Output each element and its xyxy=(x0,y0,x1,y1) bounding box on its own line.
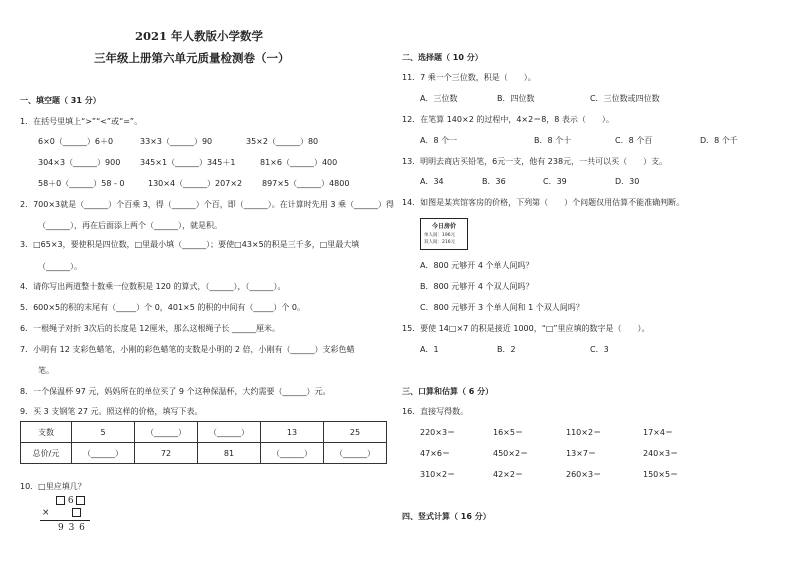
q13-option: B．36 xyxy=(482,177,506,186)
q10-mul-sign: × xyxy=(42,508,50,518)
table-cell: 5 xyxy=(72,422,135,443)
table-cell: （______） xyxy=(72,443,135,464)
q14-option: B．800 元够开 4 个双人间吗？ xyxy=(420,282,534,291)
q1-item: 35×2（______）80 xyxy=(246,137,319,146)
q1-item: 33×3（______）90 xyxy=(140,137,213,146)
q12-option: D．8 个千 xyxy=(700,136,738,145)
q13-option: C．39 xyxy=(543,177,567,186)
question-15: 15．要使 14□×7 的积是接近 1000，“□”里应填的数字是（ ）。 xyxy=(402,324,650,333)
question-7-line2: 笔。 xyxy=(38,366,54,375)
q10-multiplier xyxy=(42,508,50,518)
table-cell: （______） xyxy=(261,443,324,464)
q1-item: 58＋0（______）58 - 0 xyxy=(38,179,125,188)
q16-item: 310×2＝ xyxy=(420,470,456,479)
q12-option: A．8 个一 xyxy=(420,136,458,145)
q1-item: 345×1（______）345＋1 xyxy=(140,158,236,167)
question-5: 5．600×5的积的末尾有（_____）个 0，401×5 的积的中间有（_____）个 0。 xyxy=(20,303,306,312)
q13-option: A．34 xyxy=(420,177,444,186)
table-cell: 总价/元 xyxy=(21,443,72,464)
q16-item: 16×5＝ xyxy=(493,428,523,437)
q15-option: C．3 xyxy=(590,345,609,354)
table-cell: 13 xyxy=(261,422,324,443)
q15-option: A．1 xyxy=(420,345,439,354)
question-9: 9．买 3 支钢笔 27 元。照这样的价格，填写下表。 xyxy=(20,407,203,416)
q10-multiplicand xyxy=(56,496,85,506)
q16-item: 110×2＝ xyxy=(566,428,602,437)
q1-item: 6×0（______）6＋0 xyxy=(38,137,114,146)
table-cell: 25 xyxy=(324,422,387,443)
price-table xyxy=(20,421,387,464)
q16-item: 42×2＝ xyxy=(493,470,523,479)
q11-option: C．三位数或四位数 xyxy=(590,94,660,103)
q16-item: 13×7＝ xyxy=(566,449,596,458)
question-11: 11．7 乘一个三位数，积是（ ）。 xyxy=(402,73,536,82)
section-mental-math-heading: 三、口算和估算（ 6 分） xyxy=(402,387,494,396)
question-13: 13．明明去商店买铅笔，6元一支，他有 238元，一共可以买（ ）支。 xyxy=(402,157,668,166)
q1-item: 130×4（______）207×2 xyxy=(148,179,243,188)
room-price-card xyxy=(420,218,468,250)
question-12: 12．在笔算 140×2 的过程中，4×2＝8，8 表示（ ）。 xyxy=(402,115,614,124)
q10-result: 9 3 6 xyxy=(58,523,86,533)
q16-item: 240×3＝ xyxy=(643,449,679,458)
q12-option: B．8 个十 xyxy=(534,136,572,145)
table-cell: （______） xyxy=(135,422,198,443)
question-16: 16．直接写得数。 xyxy=(402,407,469,416)
table-cell: （______） xyxy=(324,443,387,464)
table-cell: 支数 xyxy=(21,422,72,443)
q11-option: A．三位数 xyxy=(420,94,458,103)
table-cell: （______） xyxy=(198,422,261,443)
q16-item: 150×5＝ xyxy=(643,470,679,479)
question-3-line2: （______）。 xyxy=(38,262,82,271)
q1-item: 81×6（______）400 xyxy=(260,158,338,167)
q1-item: 304×3（______）900 xyxy=(38,158,121,167)
table-cell: 72 xyxy=(135,443,198,464)
q12-option: C．8 个百 xyxy=(615,136,653,145)
table-row xyxy=(21,443,387,464)
q13-option: D．30 xyxy=(615,177,640,186)
price-card-title: 今日房价 xyxy=(431,223,456,230)
blank-box xyxy=(56,496,65,505)
q1-item: 897×5（______）4800 xyxy=(262,179,350,188)
q16-item: 17×4＝ xyxy=(643,428,673,437)
table-row xyxy=(21,422,387,443)
question-1: 1．在括号里填上“>”“<”或“=”。 xyxy=(20,117,143,126)
q14-option: A．800 元够开 4 个单人间吗？ xyxy=(420,261,534,270)
document-subtitle: 三年级上册第六单元质量检测卷（一） xyxy=(94,51,290,65)
q10-line xyxy=(40,520,90,521)
blank-box xyxy=(72,508,81,517)
table-cell: 81 xyxy=(198,443,261,464)
question-6: 6．一根绳子对折 3次后的长度是 12厘米，那么这根绳子长 ______厘米。 xyxy=(20,324,280,333)
question-2-line2: （______），再在后面添上两个（______），就是积。 xyxy=(38,221,222,230)
question-7-line1: 7．小明有 12 支彩色蜡笔，小刚的彩色蜡笔的支数是小明的 2 倍，小刚有（______）支彩色蜡 xyxy=(20,345,355,354)
price-double-room: 双人间：216元 xyxy=(424,240,456,245)
q15-option: B．2 xyxy=(497,345,516,354)
section-fill-in-heading: 一、填空题（ 31 分） xyxy=(20,96,101,105)
q16-item: 260×3＝ xyxy=(566,470,602,479)
question-10: 10．□里应填几？ xyxy=(20,482,86,491)
q10-multiplier-box xyxy=(72,508,81,518)
question-4: 4．请你写出两道整十数乘一位数积是 120 的算式，（______），（______）。 xyxy=(20,282,286,291)
q16-item: 47×6＝ xyxy=(420,449,450,458)
question-2-line1: 2．700×3就是（______）个百乘 3，得（______）个百，即（______）。在计算时先用 3 乘（______）得 xyxy=(20,200,394,209)
q16-item: 450×2＝ xyxy=(493,449,529,458)
section-choice-heading: 二、选择题（ 10 分） xyxy=(402,53,483,62)
q14-option: C．800 元够开 3 个单人间和 1 个双人间吗？ xyxy=(420,303,584,312)
question-8: 8．一个保温杯 97 元，妈妈所在的单位买了 9 个这种保温杯，大约需要（______）元。 xyxy=(20,387,331,396)
question-14: 14．如图是某宾馆客房的价格，下列第（ ）个问题仅用估算不能准确判断。 xyxy=(402,198,685,207)
document-title: 2021 年人教版小学数学 xyxy=(135,29,264,43)
section-vertical-calc-heading: 四、竖式计算（ 16 分） xyxy=(402,512,491,521)
blank-box xyxy=(76,496,85,505)
q11-option: B．四位数 xyxy=(497,94,535,103)
price-single-room: 单人间：196元 xyxy=(424,233,456,238)
q16-item: 220×3＝ xyxy=(420,428,456,437)
question-3-line1: 3．□65×3，要使积是四位数，□里最小填（______）；要使□43×5的积是三千多，□里最大填 xyxy=(20,240,360,249)
q10-digit: 6 xyxy=(67,496,74,506)
